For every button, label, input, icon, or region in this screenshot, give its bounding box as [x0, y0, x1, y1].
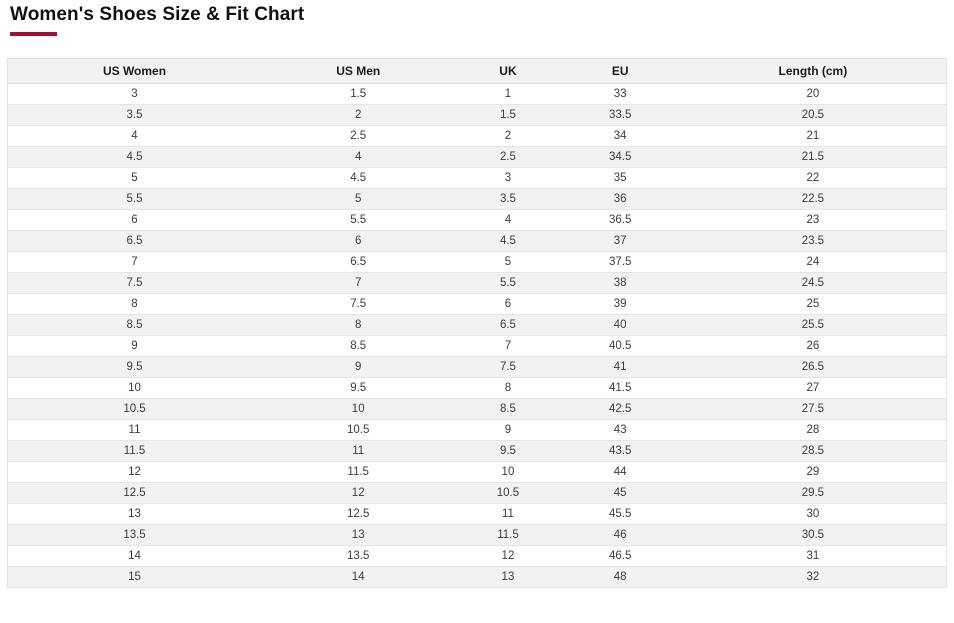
table-cell: 5.5	[8, 189, 262, 210]
table-cell: 10.5	[261, 420, 455, 441]
table-cell: 4.5	[455, 231, 560, 252]
table-cell: 8.5	[261, 336, 455, 357]
table-cell: 10	[455, 462, 560, 483]
table-cell: 6.5	[261, 252, 455, 273]
table-cell: 13.5	[8, 525, 262, 546]
page-title: Women's Shoes Size & Fit Chart	[10, 4, 305, 25]
table-row	[8, 441, 947, 462]
table-cell: 4	[455, 210, 560, 231]
table-cell: 34	[561, 126, 680, 147]
table-cell: 8	[261, 315, 455, 336]
table-cell: 11	[261, 441, 455, 462]
table-cell: 10	[261, 399, 455, 420]
table-cell: 3	[455, 168, 560, 189]
table-cell: 12	[8, 462, 262, 483]
table-row	[8, 525, 947, 546]
table-row	[8, 567, 947, 588]
table-cell: 11	[8, 420, 262, 441]
size-table-container	[7, 58, 947, 588]
table-cell: 11	[455, 504, 560, 525]
size-conversion-table	[7, 58, 947, 588]
table-cell: 1	[455, 84, 560, 105]
table-cell: 39	[561, 294, 680, 315]
table-cell: 13	[261, 525, 455, 546]
table-cell: 2.5	[455, 147, 560, 168]
header-row	[8, 59, 947, 84]
table-cell: 12	[455, 546, 560, 567]
table-row	[8, 315, 947, 336]
table-cell: 14	[8, 546, 262, 567]
column-header-us-men: US Men	[261, 59, 455, 84]
table-cell: 25.5	[680, 315, 947, 336]
table-cell: 31	[680, 546, 947, 567]
table-cell: 2.5	[261, 126, 455, 147]
table-row	[8, 84, 947, 105]
table-row	[8, 546, 947, 567]
table-row	[8, 336, 947, 357]
table-cell: 10	[8, 378, 262, 399]
table-cell: 7	[261, 273, 455, 294]
table-cell: 36	[561, 189, 680, 210]
table-cell: 1.5	[261, 84, 455, 105]
table-cell: 35	[561, 168, 680, 189]
table-row	[8, 210, 947, 231]
table-cell: 46	[561, 525, 680, 546]
table-cell: 8.5	[8, 315, 262, 336]
table-cell: 30.5	[680, 525, 947, 546]
table-cell: 11.5	[455, 525, 560, 546]
table-cell: 23	[680, 210, 947, 231]
table-cell: 40	[561, 315, 680, 336]
table-row	[8, 378, 947, 399]
table-cell: 9.5	[455, 441, 560, 462]
table-row	[8, 105, 947, 126]
table-cell: 43.5	[561, 441, 680, 462]
table-cell: 2	[261, 105, 455, 126]
table-cell: 10.5	[455, 483, 560, 504]
table-cell: 37.5	[561, 252, 680, 273]
table-cell: 7.5	[261, 294, 455, 315]
table-cell: 33	[561, 84, 680, 105]
table-cell: 38	[561, 273, 680, 294]
table-cell: 32	[680, 567, 947, 588]
table-cell: 21.5	[680, 147, 947, 168]
table-cell: 12.5	[261, 504, 455, 525]
table-cell: 22.5	[680, 189, 947, 210]
table-cell: 45	[561, 483, 680, 504]
table-cell: 5	[261, 189, 455, 210]
table-cell: 13	[8, 504, 262, 525]
table-cell: 20.5	[680, 105, 947, 126]
table-cell: 29	[680, 462, 947, 483]
title-underline	[10, 32, 57, 36]
table-cell: 43	[561, 420, 680, 441]
table-cell: 45.5	[561, 504, 680, 525]
table-cell: 7.5	[455, 357, 560, 378]
table-cell: 5	[455, 252, 560, 273]
table-row	[8, 273, 947, 294]
table-cell: 8	[8, 294, 262, 315]
table-cell: 24	[680, 252, 947, 273]
table-cell: 2	[455, 126, 560, 147]
table-cell: 5	[8, 168, 262, 189]
table-cell: 33.5	[561, 105, 680, 126]
table-row	[8, 189, 947, 210]
page-header	[0, 0, 954, 36]
table-cell: 1.5	[455, 105, 560, 126]
table-cell: 15	[8, 567, 262, 588]
table-cell: 26	[680, 336, 947, 357]
column-header-eu: EU	[561, 59, 680, 84]
table-cell: 3.5	[455, 189, 560, 210]
table-row	[8, 168, 947, 189]
table-header	[8, 59, 947, 84]
table-cell: 9	[455, 420, 560, 441]
table-cell: 13.5	[261, 546, 455, 567]
table-row	[8, 294, 947, 315]
table-cell: 46.5	[561, 546, 680, 567]
table-row	[8, 462, 947, 483]
table-cell: 20	[680, 84, 947, 105]
table-row	[8, 420, 947, 441]
table-cell: 48	[561, 567, 680, 588]
table-cell: 12.5	[8, 483, 262, 504]
table-cell: 8	[455, 378, 560, 399]
table-cell: 11.5	[8, 441, 262, 462]
table-cell: 7.5	[8, 273, 262, 294]
table-cell: 8.5	[455, 399, 560, 420]
table-row	[8, 252, 947, 273]
table-cell: 3	[8, 84, 262, 105]
table-cell: 25	[680, 294, 947, 315]
table-cell: 9.5	[261, 378, 455, 399]
table-cell: 6	[261, 231, 455, 252]
table-cell: 14	[261, 567, 455, 588]
table-cell: 44	[561, 462, 680, 483]
table-cell: 3.5	[8, 105, 262, 126]
table-cell: 4.5	[8, 147, 262, 168]
table-cell: 22	[680, 168, 947, 189]
table-cell: 4.5	[261, 168, 455, 189]
column-header-us-women: US Women	[8, 59, 262, 84]
table-cell: 12	[261, 483, 455, 504]
table-cell: 30	[680, 504, 947, 525]
table-row	[8, 126, 947, 147]
table-cell: 40.5	[561, 336, 680, 357]
table-cell: 27.5	[680, 399, 947, 420]
table-body	[8, 84, 947, 588]
table-cell: 23.5	[680, 231, 947, 252]
table-cell: 9	[261, 357, 455, 378]
table-cell: 6.5	[455, 315, 560, 336]
table-cell: 24.5	[680, 273, 947, 294]
table-cell: 29.5	[680, 483, 947, 504]
table-cell: 9	[8, 336, 262, 357]
table-cell: 36.5	[561, 210, 680, 231]
table-cell: 5.5	[261, 210, 455, 231]
table-row	[8, 357, 947, 378]
column-header-length-cm-: Length (cm)	[680, 59, 947, 84]
table-cell: 7	[8, 252, 262, 273]
table-cell: 28.5	[680, 441, 947, 462]
table-cell: 13	[455, 567, 560, 588]
column-header-uk: UK	[455, 59, 560, 84]
table-cell: 4	[261, 147, 455, 168]
table-cell: 28	[680, 420, 947, 441]
table-cell: 42.5	[561, 399, 680, 420]
table-cell: 37	[561, 231, 680, 252]
table-cell: 6.5	[8, 231, 262, 252]
table-cell: 9.5	[8, 357, 262, 378]
table-row	[8, 147, 947, 168]
table-cell: 34.5	[561, 147, 680, 168]
table-cell: 5.5	[455, 273, 560, 294]
table-cell: 4	[8, 126, 262, 147]
table-row	[8, 399, 947, 420]
table-cell: 27	[680, 378, 947, 399]
table-row	[8, 483, 947, 504]
table-cell: 11.5	[261, 462, 455, 483]
table-cell: 10.5	[8, 399, 262, 420]
table-cell: 6	[455, 294, 560, 315]
table-cell: 6	[8, 210, 262, 231]
table-cell: 26.5	[680, 357, 947, 378]
table-cell: 41	[561, 357, 680, 378]
table-row	[8, 231, 947, 252]
table-cell: 21	[680, 126, 947, 147]
table-cell: 41.5	[561, 378, 680, 399]
table-cell: 7	[455, 336, 560, 357]
table-row	[8, 504, 947, 525]
